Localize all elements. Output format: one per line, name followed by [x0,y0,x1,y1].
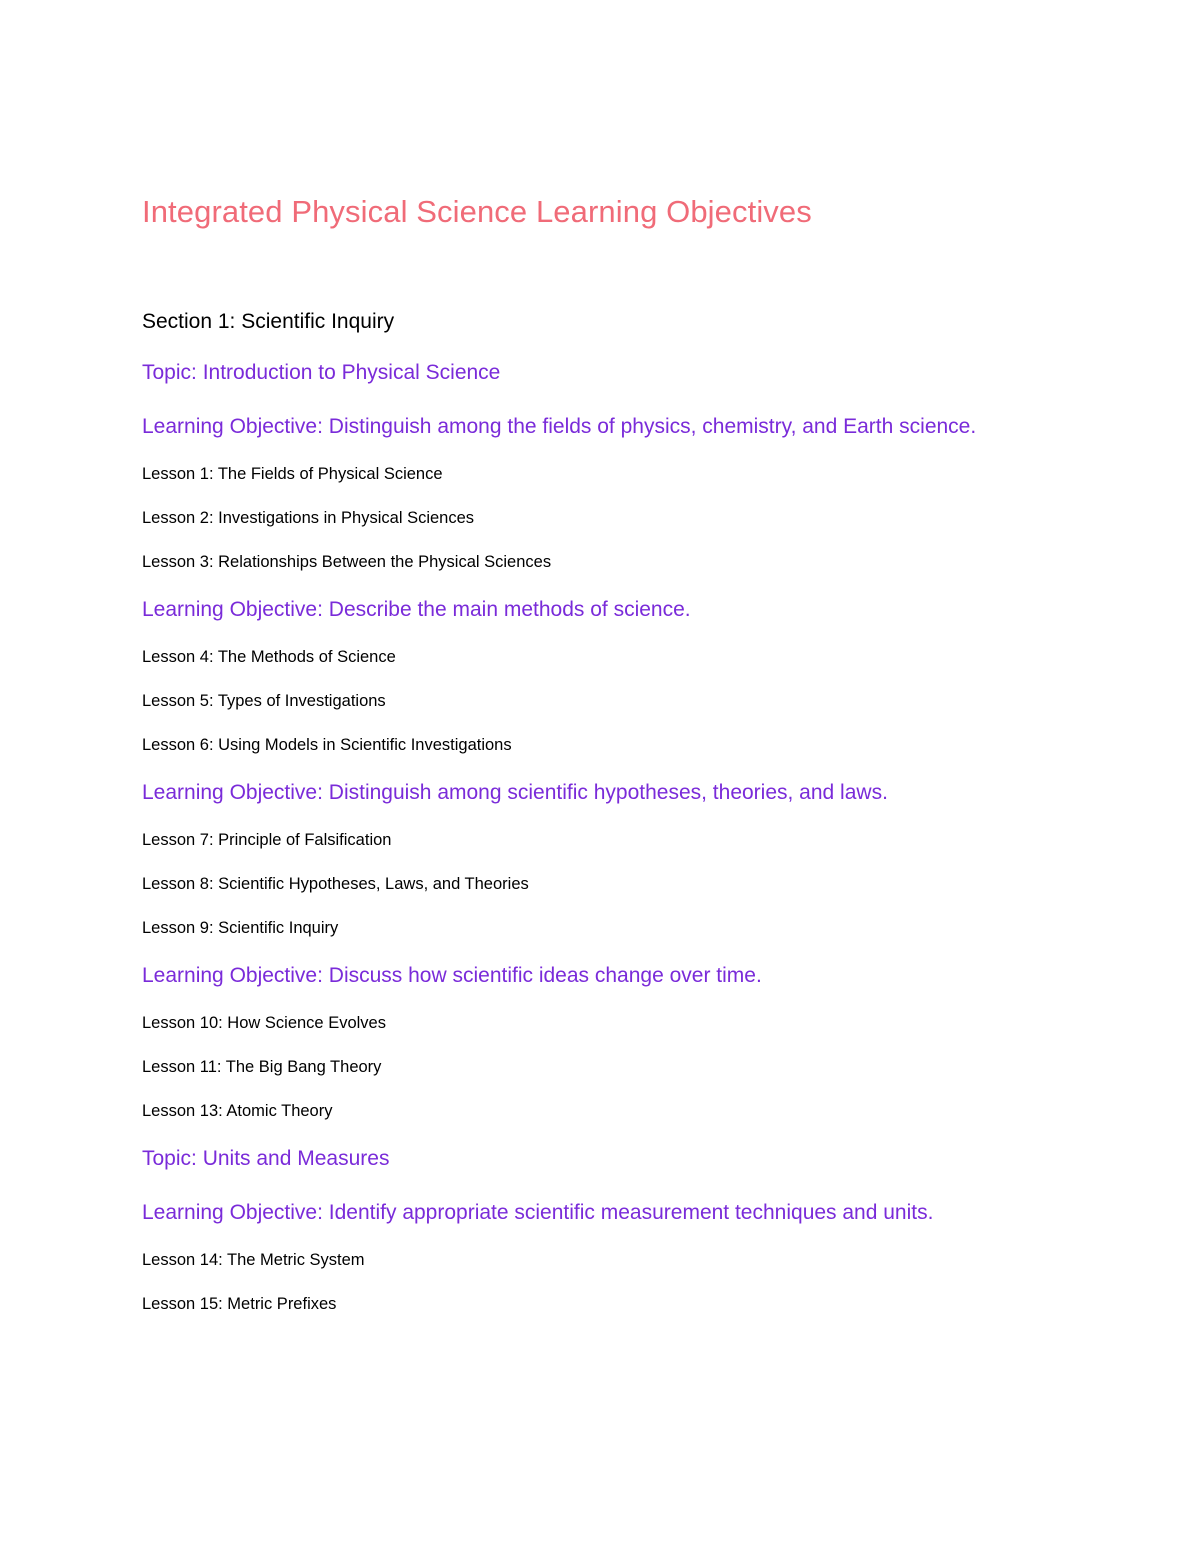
document-title: Integrated Physical Science Learning Objectives [142,194,812,229]
lesson-item: Lesson 8: Scientific Hypotheses, Laws, and Theories [142,875,529,893]
lesson-item: Lesson 3: Relationships Between the Physical Sciences [142,553,552,571]
lesson-item: Lesson 2: Investigations in Physical Sciences [142,509,475,527]
lesson-item: Lesson 10: How Science Evolves [142,1014,386,1032]
learning-objective: Learning Objective: Distinguish among the fields of physics, chemistry, and Earth science. [142,415,977,438]
lesson-item: Lesson 9: Scientific Inquiry [142,919,339,937]
lesson-item: Lesson 13: Atomic Theory [142,1102,333,1120]
lesson-item: Lesson 15: Metric Prefixes [142,1295,337,1313]
lesson-item: Lesson 6: Using Models in Scientific Investigations [142,736,512,754]
lesson-item: Lesson 7: Principle of Falsification [142,831,392,849]
learning-objective: Learning Objective: Discuss how scientific ideas change over time. [142,964,762,987]
section-heading: Section 1: Scientific Inquiry [142,310,395,333]
learning-objective: Learning Objective: Identify appropriate scientific measurement techniques and units. [142,1201,934,1224]
document-content [142,190,1072,1334]
lesson-item: Lesson 4: The Methods of Science [142,648,396,666]
lesson-item: Lesson 14: The Metric System [142,1251,365,1269]
learning-objective: Learning Objective: Describe the main methods of science. [142,598,691,621]
lesson-item: Lesson 1: The Fields of Physical Science [142,465,443,483]
topic-heading: Topic: Units and Measures [142,1147,390,1170]
lesson-item: Lesson 5: Types of Investigations [142,692,386,710]
lesson-item: Lesson 11: The Big Bang Theory [142,1058,382,1076]
learning-objective: Learning Objective: Distinguish among scientific hypotheses, theories, and laws. [142,781,888,804]
topic-heading: Topic: Introduction to Physical Science [142,361,501,384]
